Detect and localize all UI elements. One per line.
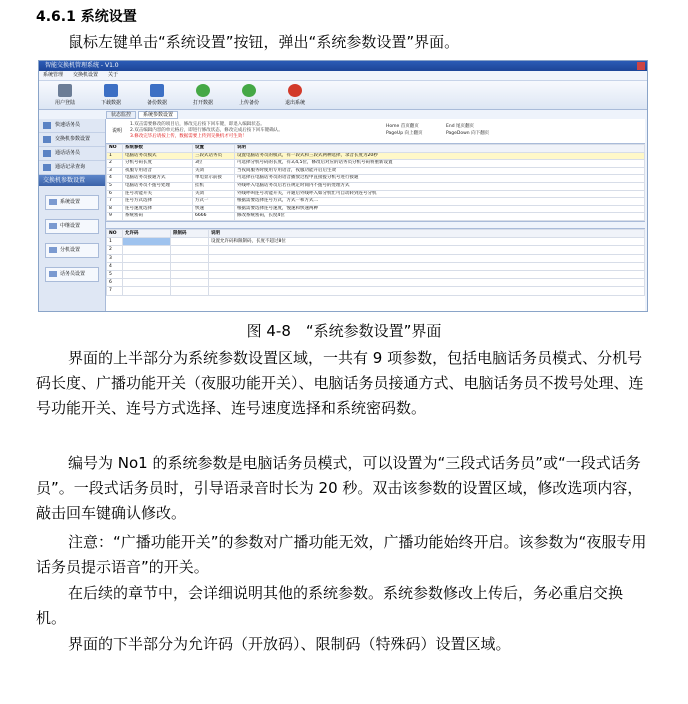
param-cell: 外线呼入电脑话务员后若在规定时间内不拨号的处理方式 xyxy=(235,182,645,190)
code-cell[interactable] xyxy=(171,238,209,246)
param-row[interactable] xyxy=(107,198,645,206)
tab-system-params[interactable]: 系统参数设置 xyxy=(138,111,178,119)
param-cell[interactable]: 关闭 xyxy=(193,190,235,198)
body-paragraph: 注意：“广播功能开关”的参数对广播功能无效，广播功能始终开启。该参数为“夜服专用话务员提示语音”的开关。 xyxy=(36,533,647,576)
code-row[interactable] xyxy=(107,254,645,262)
param-row[interactable] xyxy=(107,175,645,183)
code-cell[interactable] xyxy=(171,279,209,287)
param-cell: 5 xyxy=(107,182,123,190)
key-hint: End 尾页翻页 xyxy=(446,124,474,129)
code-cell[interactable] xyxy=(171,270,209,278)
param-cell: 2 xyxy=(107,160,123,168)
col-header: NO xyxy=(107,145,123,153)
system-settings-button[interactable]: 系统设置 xyxy=(45,195,99,210)
param-row[interactable] xyxy=(107,160,645,168)
tool-label: 备份数据 xyxy=(146,100,167,106)
tool-label: 上传备份 xyxy=(238,100,259,106)
param-row[interactable] xyxy=(107,182,645,190)
tab-strip xyxy=(106,111,178,119)
col-header: 系统参数 xyxy=(123,145,193,153)
code-cell: 3 xyxy=(107,254,123,262)
code-cell xyxy=(209,246,645,254)
param-cell: 当夜间服务时使用专用语音，夜服功能开启后生效 xyxy=(235,167,645,175)
instruction-warning: 3.修改完毕后请按上传，数据需要上传到交换机才可生效！ xyxy=(130,134,247,139)
body-paragraph: 界面的上半部分为系统参数设置区域，一共有 9 项参数，包括电脑话务员模式、分机号码长度、广播功能开关（夜服功能开关）、电脑话务员接通方式、电脑话务员不拨号处理、连号功能开关、连号方式选择、连号速度选择和系统密码数。 xyxy=(36,349,644,417)
exit-icon xyxy=(288,84,302,97)
code-cell[interactable] xyxy=(171,254,209,262)
param-cell: 连号速度选择 xyxy=(123,205,193,213)
param-cell[interactable]: 6666 xyxy=(193,213,235,221)
code-cell: 设置允许码和限制码，长度不超过8位 xyxy=(209,238,645,246)
section-divider xyxy=(106,221,645,229)
key-hints-left xyxy=(386,123,422,137)
codes-header-row xyxy=(107,229,645,237)
param-cell: 1 xyxy=(107,152,123,160)
settings-screenshot xyxy=(38,60,648,312)
upload-icon xyxy=(242,84,256,97)
col-header: 限制码 xyxy=(171,229,209,237)
code-cell[interactable] xyxy=(123,279,171,287)
col-header: 设置 xyxy=(193,145,235,153)
code-cell[interactable] xyxy=(123,262,171,270)
key-hints-right xyxy=(446,123,489,137)
login-button[interactable] xyxy=(45,84,85,106)
param-row[interactable] xyxy=(107,190,645,198)
param-cell: 电脑话务员不拨号处理 xyxy=(123,182,193,190)
code-cell: 7 xyxy=(107,287,123,295)
tool-label: 下载数据 xyxy=(100,100,121,106)
menu-item[interactable]: 系统管理 xyxy=(43,72,64,78)
code-cell xyxy=(209,254,645,262)
open-button[interactable] xyxy=(183,84,223,106)
code-cell xyxy=(209,270,645,278)
code-cell: 1 xyxy=(107,238,123,246)
code-row[interactable] xyxy=(107,279,645,287)
param-cell: 电脑话务员接通方式 xyxy=(123,175,193,183)
backup-button[interactable] xyxy=(137,84,177,106)
instructions-label: 说明 xyxy=(112,128,123,134)
param-cell: 系统密码 xyxy=(123,213,193,221)
instruction-line: 2.双击编辑内容的单元格后，即进行修改状态，修改完成后按下回车键确认。 xyxy=(130,128,283,133)
sidebar-item[interactable]: 通话话务员 xyxy=(39,147,105,161)
main-pane xyxy=(106,119,645,311)
toolbar xyxy=(39,81,647,110)
code-row[interactable] xyxy=(107,270,645,278)
code-row[interactable] xyxy=(107,246,645,254)
param-cell: 夜服专用语音 xyxy=(123,167,193,175)
code-row[interactable] xyxy=(107,238,645,246)
code-cell xyxy=(209,287,645,295)
params-header-row xyxy=(107,145,645,153)
code-cell[interactable] xyxy=(171,287,209,295)
download-icon xyxy=(104,84,118,97)
sidebar-item[interactable]: 通话记录查询 xyxy=(39,161,105,175)
param-cell: 根据需要选择连号方式，方式一和方式二 xyxy=(235,198,645,206)
param-cell: 3 xyxy=(107,167,123,175)
param-cell[interactable]: 方式一 xyxy=(193,198,235,206)
param-cell: 设置电脑话务员的模式，有一段式和三段式两种选择，录音长度为20秒 xyxy=(235,152,645,160)
body-paragraph: 编号为 No1 的系统参数是电脑话务员模式，可以设置为“三段式话务员”或“一段式话务员”。一段式话务员时，引导语录音时长为 20 秒。双击该参数的设置区域，修改选项内容，敲击回车键确认修改。 xyxy=(36,454,643,522)
param-cell: 根据需要选择连号速度，慢速和快速两种 xyxy=(235,205,645,213)
extension-settings-button[interactable]: 分机设置 xyxy=(45,243,99,258)
body-paragraph: 在后续的章节中，会详细说明其他的系统参数。系统参数修改上传后，务必重启交换机。 xyxy=(36,584,624,627)
refresh-icon xyxy=(196,84,210,97)
tool-label: 退出系统 xyxy=(284,100,305,106)
param-cell: 4 xyxy=(107,175,123,183)
param-cell: 可选择在电脑话务员的语音播放过程中直接拨分机号进行接通 xyxy=(235,175,645,183)
param-cell: 可选择分机号码的长度，有3,4,5位，修改后对应的话务员分机号码将重新设置 xyxy=(235,160,645,168)
instruction-line: 1.双击需要修改的项目后，修改完后按下回车键，即退入编辑状态。 xyxy=(130,122,265,127)
exit-button[interactable] xyxy=(275,84,315,106)
code-cell: 6 xyxy=(107,279,123,287)
param-cell: 6 xyxy=(107,190,123,198)
param-cell: 连号方式选择 xyxy=(123,198,193,206)
code-cell[interactable] xyxy=(123,287,171,295)
param-row[interactable] xyxy=(107,152,645,160)
app-titlebar xyxy=(39,61,647,71)
sidebar-item[interactable]: 交换机参数设置 xyxy=(39,133,105,147)
user-icon xyxy=(58,84,72,97)
param-cell: 8 xyxy=(107,205,123,213)
tool-label: 打开数据 xyxy=(192,100,213,106)
code-cell: 2 xyxy=(107,246,123,254)
tab-status[interactable]: 状态监控 xyxy=(106,111,136,119)
app-title: 智能交换机管理系统 - V1.0 xyxy=(45,62,119,69)
param-cell: 分机号码长度 xyxy=(123,160,193,168)
sidebar-section-header: 交换机参数设置 xyxy=(39,175,105,186)
code-cell xyxy=(209,262,645,270)
param-cell: 修改系统密码，长度4位 xyxy=(235,213,645,221)
param-cell: 7 xyxy=(107,198,123,206)
col-header: 说明 xyxy=(235,145,645,153)
upload-button[interactable] xyxy=(229,84,269,106)
code-cell[interactable] xyxy=(123,270,171,278)
sidebar xyxy=(39,119,106,311)
col-header: NO xyxy=(107,229,123,237)
param-cell[interactable]: 挂机 xyxy=(193,182,235,190)
code-row[interactable] xyxy=(107,262,645,270)
code-cell[interactable] xyxy=(123,246,171,254)
key-hint: PageDown 向下翻页 xyxy=(446,131,490,136)
param-cell[interactable]: 三段式话务员 xyxy=(193,152,235,160)
code-cell[interactable] xyxy=(171,246,209,254)
section-heading: 4.6.1 系统设置 xyxy=(36,9,137,25)
trunk-settings-button[interactable]: 中继设置 xyxy=(45,219,99,234)
param-row[interactable] xyxy=(107,167,645,175)
code-cell[interactable] xyxy=(123,238,171,246)
param-row[interactable] xyxy=(107,213,645,221)
code-cell[interactable] xyxy=(171,262,209,270)
save-icon xyxy=(150,84,164,97)
code-cell xyxy=(209,279,645,287)
download-button[interactable] xyxy=(91,84,131,106)
param-cell: 9 xyxy=(107,213,123,221)
param-cell: 连号功能开关 xyxy=(123,190,193,198)
key-hint: PageUp 向上翻页 xyxy=(386,131,423,136)
menu-bar xyxy=(39,71,647,81)
intro-paragraph: 鼠标左键单击“系统设置”按钮，弹出“系统参数设置”界面。 xyxy=(68,33,460,51)
param-cell: 电脑话务员模式 xyxy=(123,152,193,160)
code-cell: 5 xyxy=(107,270,123,278)
tool-label: 用户登陆 xyxy=(54,100,75,106)
param-cell[interactable]: 关闭 xyxy=(193,167,235,175)
param-cell[interactable]: 3位 xyxy=(193,160,235,168)
param-row[interactable] xyxy=(107,205,645,213)
instructions-text xyxy=(130,122,283,140)
params-table xyxy=(106,144,645,221)
param-cell[interactable]: 快速 xyxy=(193,205,235,213)
instructions-box xyxy=(106,119,645,144)
code-cell: 4 xyxy=(107,262,123,270)
codes-table xyxy=(106,229,645,296)
col-header: 允许码 xyxy=(123,229,171,237)
body-paragraph: 界面的下半部分为允许码（开放码）、限制码（特殊码）设置区域。 xyxy=(68,635,511,653)
menu-item[interactable]: 交换机设置 xyxy=(73,72,99,78)
figure-caption: 图 4-8 “系统参数设置”界面 xyxy=(246,322,442,340)
param-cell[interactable]: 单电显示前接 xyxy=(193,175,235,183)
code-row[interactable] xyxy=(107,287,645,295)
param-cell: 外线呼叫连号功能开关，开通后外线呼入如分机忙可自动转到连号分机 xyxy=(235,190,645,198)
close-icon[interactable] xyxy=(637,62,645,70)
operator-settings-button[interactable]: 话务员设置 xyxy=(45,267,99,282)
col-header: 说明 xyxy=(209,229,645,237)
key-hint: Home 首页翻页 xyxy=(386,124,419,129)
menu-item[interactable]: 关于 xyxy=(108,72,119,78)
sidebar-item[interactable]: 快速话务员 xyxy=(39,119,105,133)
code-cell[interactable] xyxy=(123,254,171,262)
